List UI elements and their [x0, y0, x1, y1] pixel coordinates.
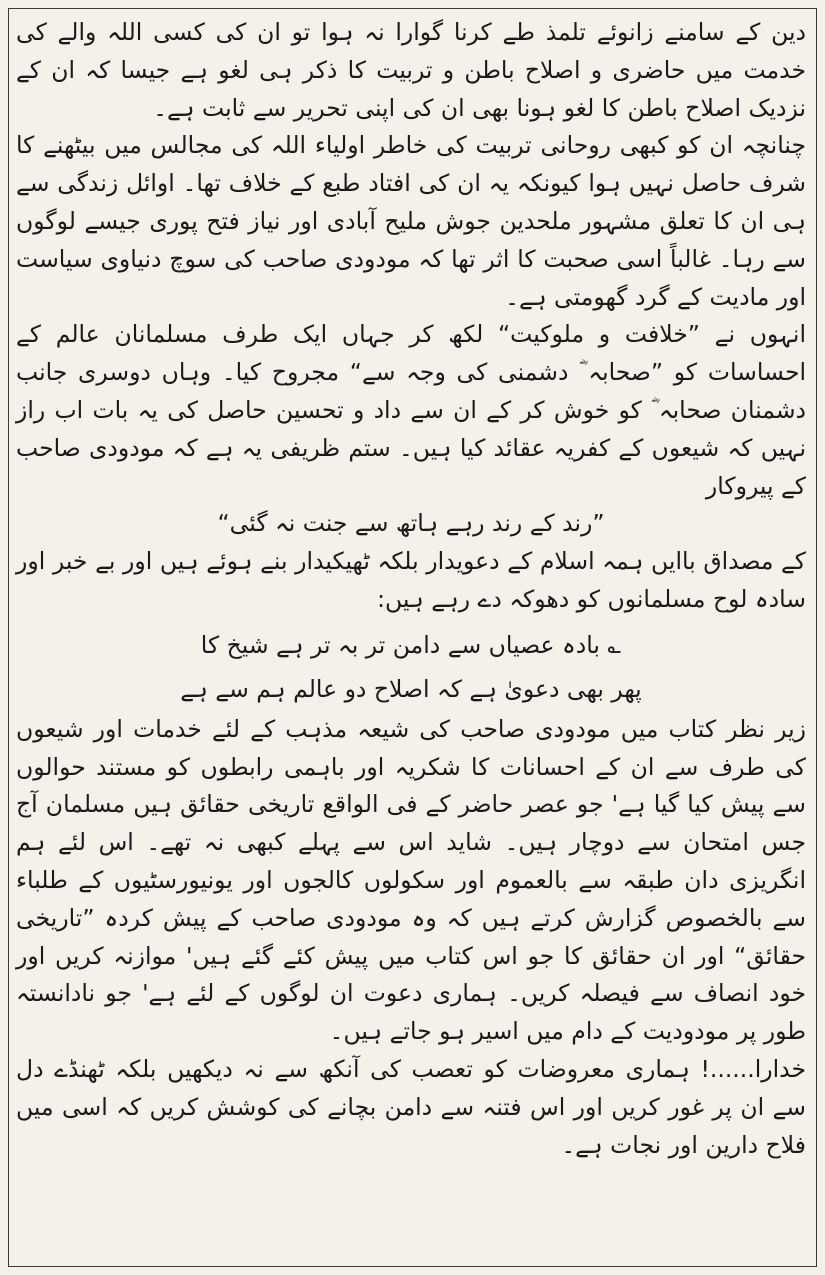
paragraph-after-quote: کے مصداق باایں ہمہ اسلام کے دعویدار بلکہ ٹھیکیدار بنے ہوئے ہیں اور بے خبر اور سادہ لوح مسلمانوں کو دھوکہ دے رہے ہیں: [16, 547, 806, 613]
paragraph-book-purpose: زیر نظر کتاب میں مودودی صاحب کی شیعہ مذہب کے لئے خدمات اور شیعوں کی طرف سے ان کے احسانات کا شکریہ اور باہمی رابطوں کو مستند حوالوں سے پیش کیا گیا ہے' جو عصر حاضر کے فی الواقع تاریخی حقائق ہیں مسلمان آج جس امتحان سے دوچار ہیں۔ شاید اس سے پہلے کبھی نہ تھے۔ اس لئے ہم انگریزی دان طبقہ سے بالعموم اور سکولوں کالجوں اور یونیورسٹیوں کے طلباء سے بالخصوص گزارش کرتے ہیں کہ وہ مودودی صاحب کے پیش کردہ ”تاریخی حقائق“ اور ان حقائق کا جو اس کتاب میں پیش کئے گئے ہیں' موازنہ کریں اور خود انصاف سے فیصلہ کریں۔ ہماری دعوت ان لوگوں کے لئے ہے' جو نادانستہ طور پر مودودیت کے دام میں اسیر ہو جاتے ہیں۔ [16, 714, 806, 1046]
paragraph-spiritual-training: چنانچہ ان کو کبھی روحانی تربیت کی خاطر اولیاء اللہ کی مجالس میں بیٹھنے کا شرف حاصل نہیں ہوا کیونکہ یہ ان کی افتاد طبع کے خلاف تھا۔ اوائل زندگی سے ہی ان کا تعلق مشہور ملحدین جوش ملیح آبادی اور نیاز فتح پوری جیسے لوگوں سے رہا۔ غالباً اسی صحبت کا اثر تھا کہ مودودی صاحب کی سوچ دنیاوی سیاست اور مادیت کے گرد گھومتی ہے۔ [16, 131, 806, 311]
paragraph-khilafat-mulukiyat: انہوں نے ”خلافت و ملوکیت“ لکھ کر جہاں ایک طرف مسلمانان عالم کے احساسات کو ”صحابہ ؓ دشمنی کی وجہ سے“ مجروح کیا۔ وہاں دوسری جانب دشمنان صحابہ ؓ کو خوش کر کے ان سے داد و تحسین حاصل کی یہ بات اب راز نہیں کہ شیعوں کے کفریہ عقائد کیا ہیں۔ ستم ظریفی یہ ہے کہ مودودی صاحب کے پیروکار [16, 320, 806, 500]
paragraph-intro: دین کے سامنے زانوئے تلمذ طے کرنا گوارا نہ ہوا تو ان کی کسی اللہ والے کی خدمت میں حاضری و اصلاح باطن و تربیت کا ذکر ہی لغو ہے جیسا کہ ان کے نزدیک اصلاح باطن کا لغو ہونا بھی ان کی اپنی تحریر سے ثابت ہے۔ [16, 18, 806, 122]
couplet-line-1: ؎ بادہ عصیاں سے دامن تر بہ تر ہے شیخ کا [200, 630, 622, 659]
document-page [16, 14, 806, 1164]
paragraph-closing-appeal: خدارا......! ہماری معروضات کو تعصب کی آنکھ سے نہ دیکھیں بلکہ ٹھنڈے دل سے ان پر غور کریں اور اس فتنہ سے دامن بچانے کی کوشش کریں کہ اسی میں فلاح دارین اور نجات ہے۔ [16, 1054, 806, 1159]
couplet-line-2: پھر بھی دعویٰ ہے کہ اصلاح دو عالم ہم سے ہے [180, 674, 642, 703]
quote-line: ”رند کے رند رہے ہاتھ سے جنت نہ گئی“ [217, 509, 605, 538]
